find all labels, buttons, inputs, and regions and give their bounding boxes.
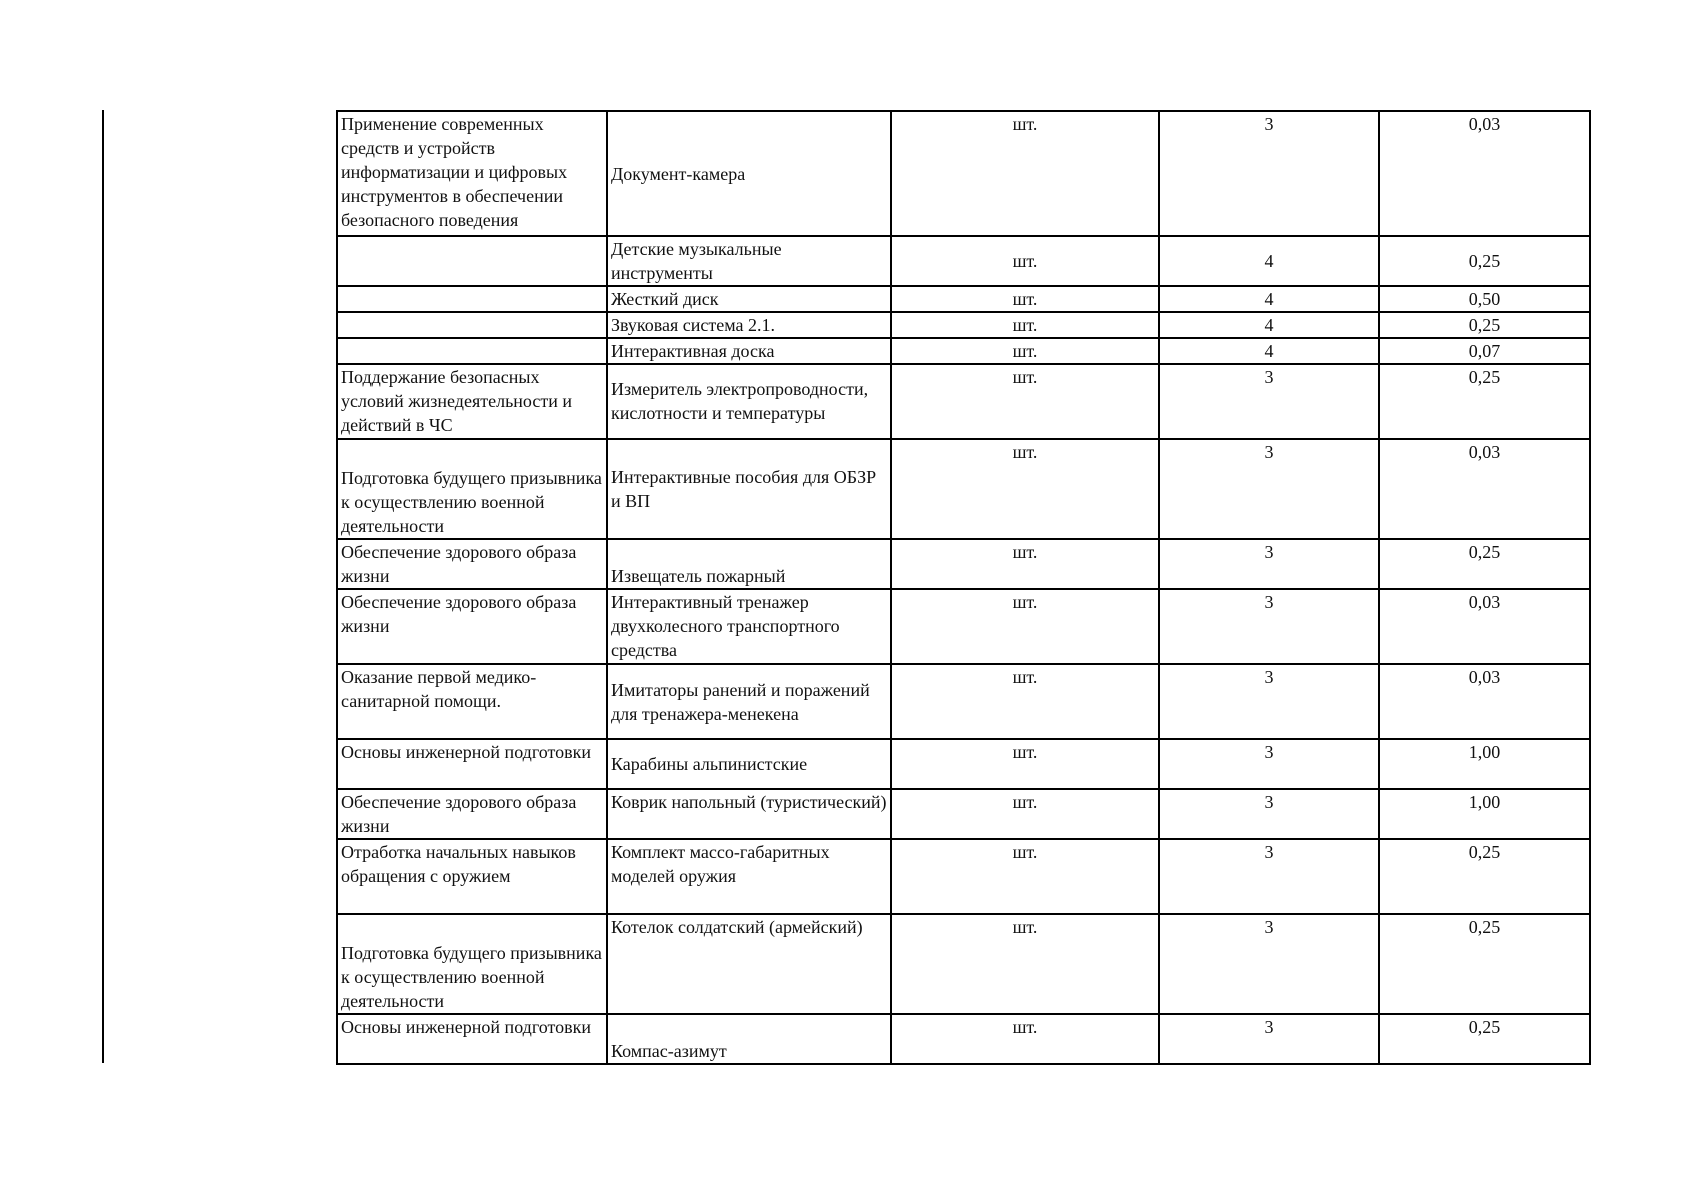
- quantity-cell: 3: [1159, 914, 1379, 1014]
- quantity-cell: 3: [1159, 111, 1379, 236]
- item-cell: Жесткий диск: [607, 286, 891, 312]
- section-cell: Поддержание безопасных условий жизнедеятельности и действий в ЧС: [337, 364, 607, 439]
- item-cell: Котелок солдатский (армейский): [607, 914, 891, 1014]
- section-cell: Обеспечение здорового образа жизни: [337, 539, 607, 589]
- quantity-cell: 4: [1159, 312, 1379, 338]
- page-margin-line: [102, 110, 104, 1063]
- table-row: [337, 839, 1590, 914]
- section-cell: Подготовка будущего призывника к осуществлению военной деятельности: [337, 914, 607, 1014]
- unit-cell: шт.: [891, 439, 1159, 539]
- unit-cell: шт.: [891, 839, 1159, 914]
- table-row: [337, 664, 1590, 739]
- table-row: [337, 739, 1590, 789]
- table-row: [337, 312, 1590, 338]
- table-row: [337, 439, 1590, 539]
- value-cell: 0,25: [1379, 539, 1590, 589]
- quantity-cell: 3: [1159, 364, 1379, 439]
- section-cell: Подготовка будущего призывника к осуществлению военной деятельности: [337, 439, 607, 539]
- quantity-cell: 3: [1159, 664, 1379, 739]
- quantity-cell: 3: [1159, 839, 1379, 914]
- unit-cell: шт.: [891, 539, 1159, 589]
- unit-cell: шт.: [891, 664, 1159, 739]
- value-cell: 0,25: [1379, 236, 1590, 286]
- table-row: [337, 589, 1590, 664]
- table-row: [337, 364, 1590, 439]
- value-cell: 0,25: [1379, 312, 1590, 338]
- item-cell: Детские музыкальные инструменты: [607, 236, 891, 286]
- item-cell: Имитаторы ранений и поражений для тренажера-менекена: [607, 664, 891, 739]
- table-row: [337, 914, 1590, 1014]
- value-cell: 0,03: [1379, 664, 1590, 739]
- unit-cell: шт.: [891, 914, 1159, 1014]
- quantity-cell: 3: [1159, 439, 1379, 539]
- unit-cell: шт.: [891, 739, 1159, 789]
- unit-cell: шт.: [891, 364, 1159, 439]
- item-cell: Звуковая система 2.1.: [607, 312, 891, 338]
- section-cell: [337, 312, 607, 338]
- value-cell: 0,07: [1379, 338, 1590, 364]
- value-cell: 0,50: [1379, 286, 1590, 312]
- unit-cell: шт.: [891, 111, 1159, 236]
- value-cell: 0,03: [1379, 439, 1590, 539]
- table-row: [337, 338, 1590, 364]
- section-cell: Отработка начальных навыков обращения с оружием: [337, 839, 607, 914]
- item-cell: Интерактивный тренажер двухколесного транспортного средства: [607, 589, 891, 664]
- quantity-cell: 4: [1159, 236, 1379, 286]
- unit-cell: шт.: [891, 589, 1159, 664]
- section-cell: [337, 338, 607, 364]
- value-cell: 0,25: [1379, 839, 1590, 914]
- item-cell: Карабины альпинистские: [607, 739, 891, 789]
- item-cell: Измеритель электропроводности, кислотности и температуры: [607, 364, 891, 439]
- section-cell: Применение современных средств и устройств информатизации и цифровых инструментов в обеспечении безопасного поведения: [337, 111, 607, 236]
- value-cell: 0,25: [1379, 1014, 1590, 1064]
- unit-cell: шт.: [891, 236, 1159, 286]
- item-cell: Интерактивная доска: [607, 338, 891, 364]
- unit-cell: шт.: [891, 1014, 1159, 1064]
- quantity-cell: 3: [1159, 539, 1379, 589]
- table-row: [337, 286, 1590, 312]
- section-cell: Основы инженерной подготовки: [337, 1014, 607, 1064]
- section-cell: [337, 236, 607, 286]
- table-row: [337, 111, 1590, 236]
- section-cell: [337, 286, 607, 312]
- value-cell: 0,25: [1379, 364, 1590, 439]
- section-cell: Основы инженерной подготовки: [337, 739, 607, 789]
- unit-cell: шт.: [891, 312, 1159, 338]
- item-cell: Интерактивные пособия для ОБЗР и ВП: [607, 439, 891, 539]
- item-cell: Компас-азимут: [607, 1014, 891, 1064]
- quantity-cell: 3: [1159, 789, 1379, 839]
- table-row: [337, 236, 1590, 286]
- unit-cell: шт.: [891, 789, 1159, 839]
- value-cell: 1,00: [1379, 789, 1590, 839]
- unit-cell: шт.: [891, 286, 1159, 312]
- quantity-cell: 3: [1159, 589, 1379, 664]
- item-cell: Извещатель пожарный: [607, 539, 891, 589]
- table-row: [337, 1014, 1590, 1064]
- unit-cell: шт.: [891, 338, 1159, 364]
- item-cell: Комплект массо-габаритных моделей оружия: [607, 839, 891, 914]
- item-cell: Документ-камера: [607, 111, 891, 236]
- value-cell: 1,00: [1379, 739, 1590, 789]
- quantity-cell: 4: [1159, 286, 1379, 312]
- quantity-cell: 4: [1159, 338, 1379, 364]
- value-cell: 0,25: [1379, 914, 1590, 1014]
- quantity-cell: 3: [1159, 739, 1379, 789]
- value-cell: 0,03: [1379, 111, 1590, 236]
- section-cell: Обеспечение здорового образа жизни: [337, 589, 607, 664]
- section-cell: Обеспечение здорового образа жизни: [337, 789, 607, 839]
- table-row: [337, 539, 1590, 589]
- item-cell: Коврик напольный (туристический): [607, 789, 891, 839]
- value-cell: 0,03: [1379, 589, 1590, 664]
- equipment-table: [336, 110, 1591, 1065]
- quantity-cell: 3: [1159, 1014, 1379, 1064]
- section-cell: Оказание первой медико-санитарной помощи.: [337, 664, 607, 739]
- table-row: [337, 789, 1590, 839]
